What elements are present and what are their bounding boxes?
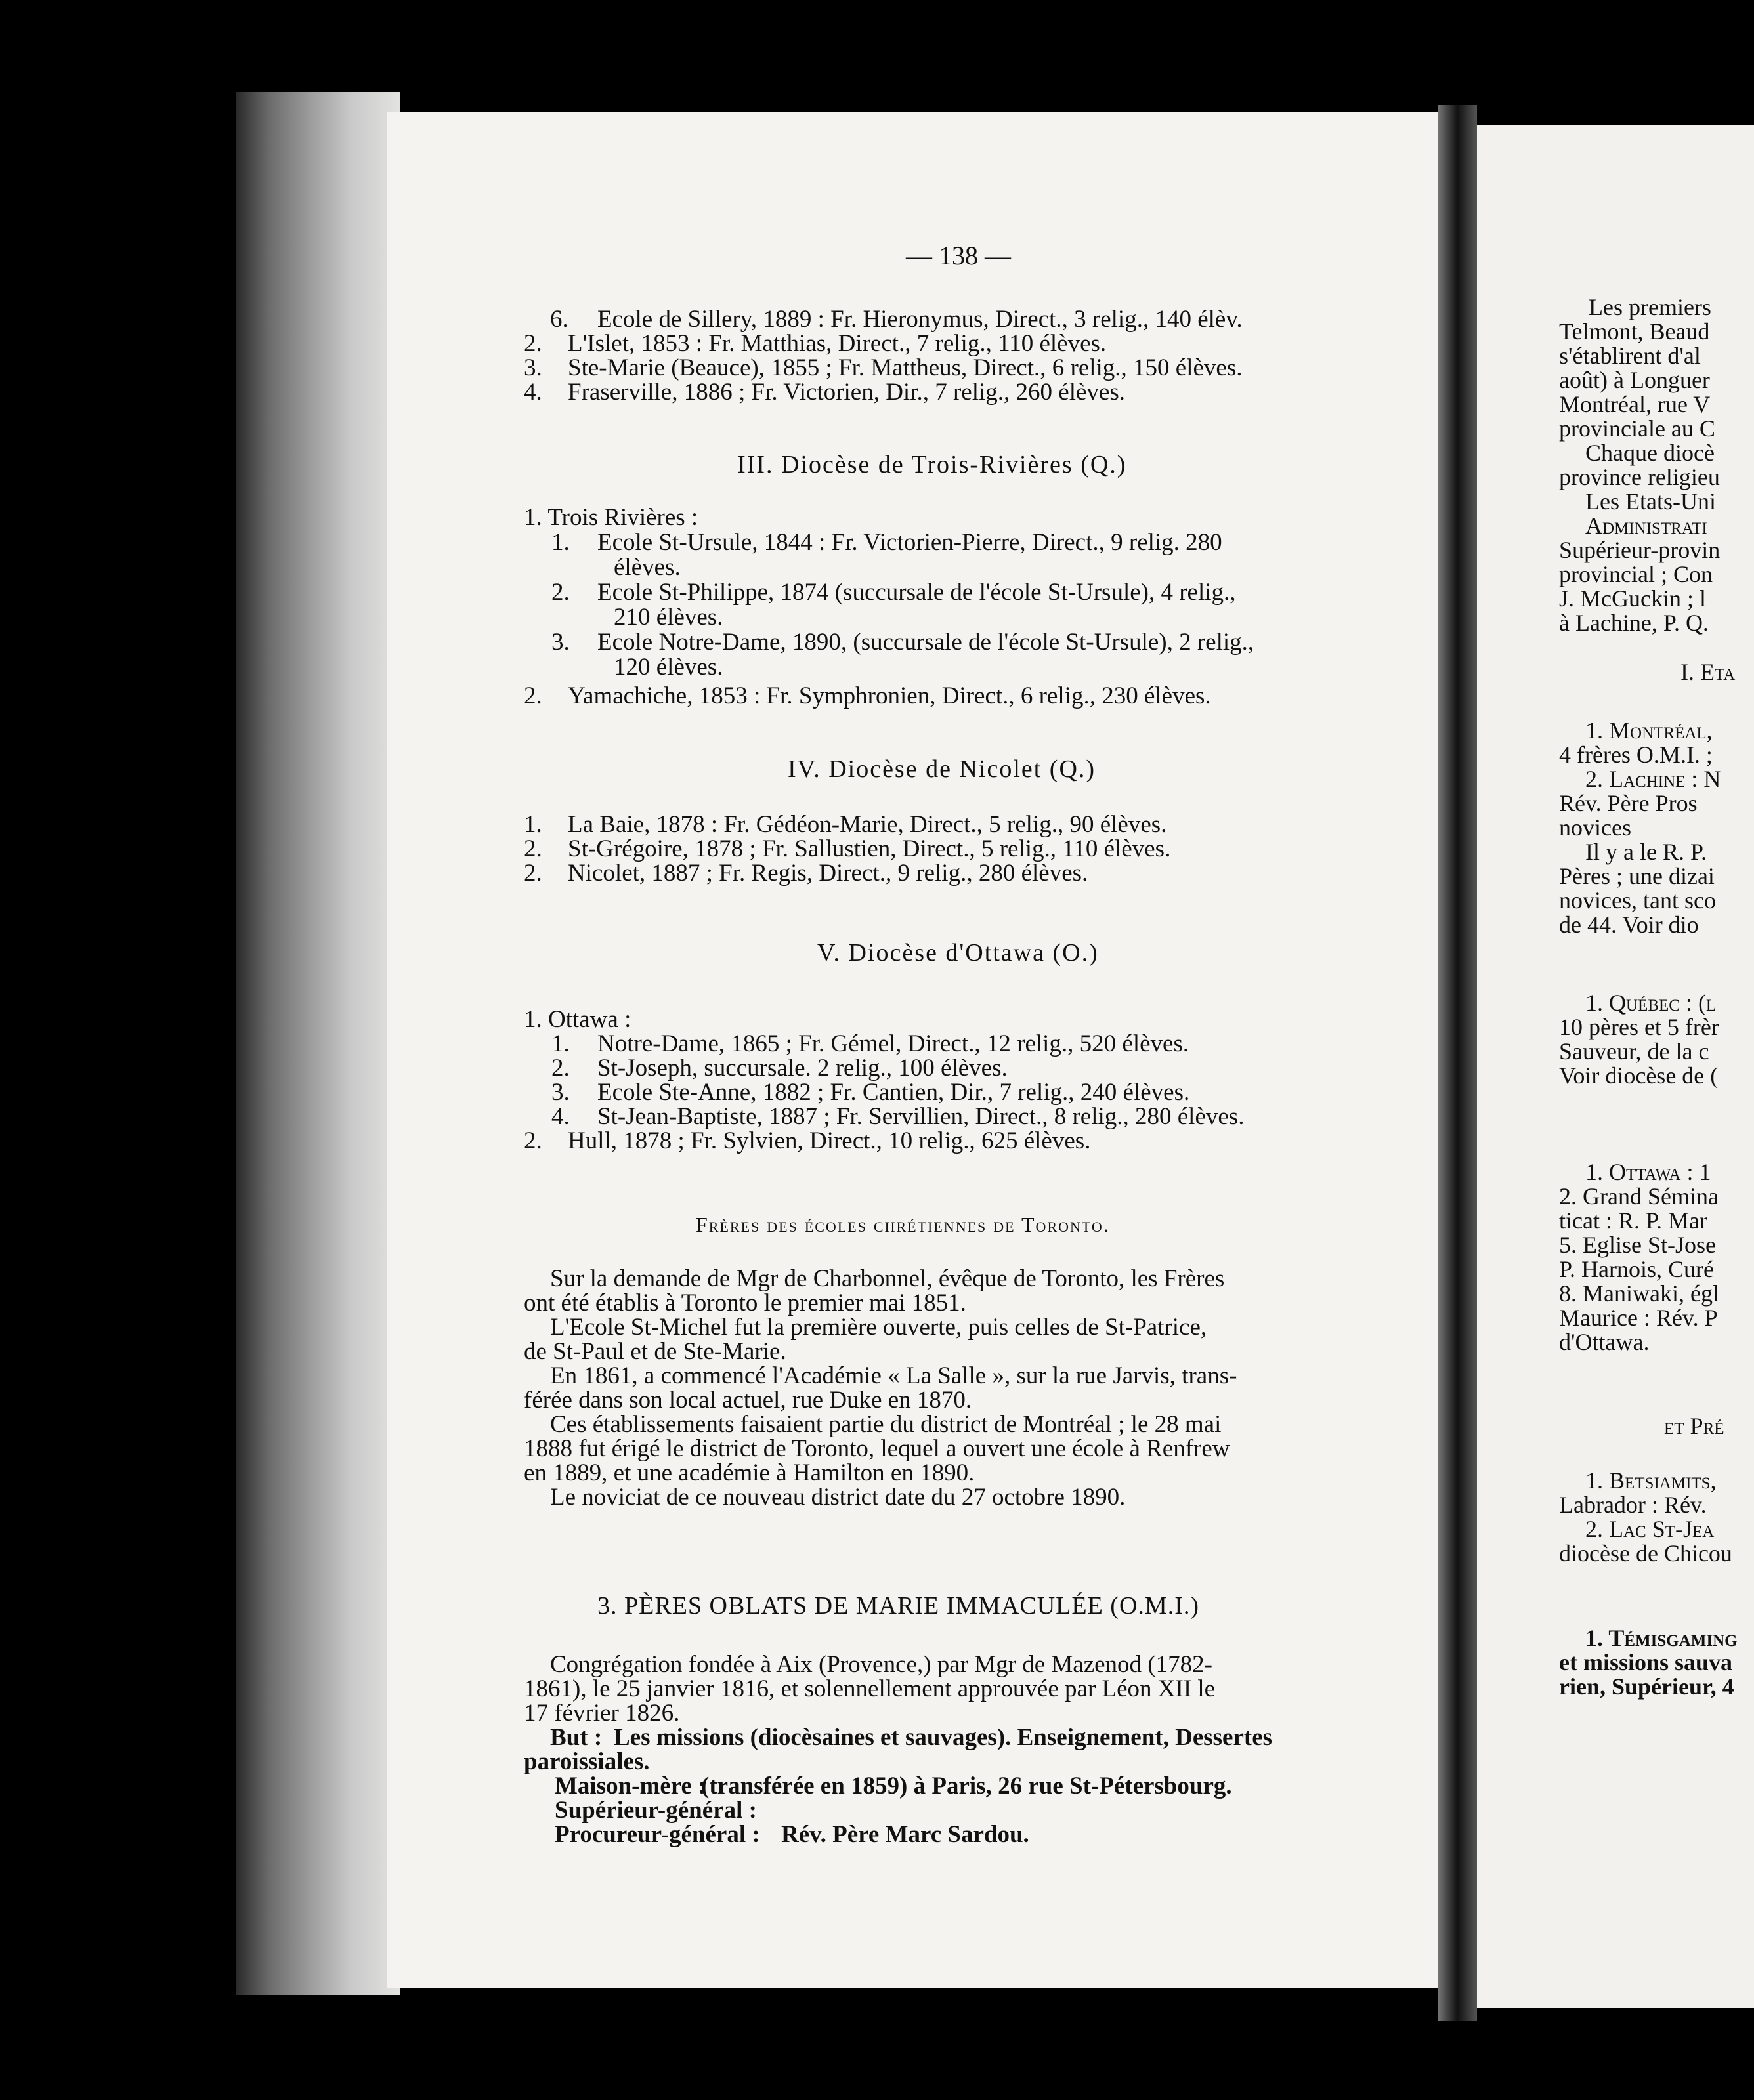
list-item: Hull, 1878 ; Fr. Sylvien, Direct., 10 relig., 625 élèves. xyxy=(568,1127,1091,1154)
list-item-number: 4. xyxy=(524,379,542,406)
right-page-line: 8. Maniwaki, égl xyxy=(1559,1280,1719,1307)
list-item-continuation: élèves. xyxy=(614,554,681,581)
list-item: Yamachiche, 1853 : Fr. Symphronien, Direct., 6 relig., 230 élèves. xyxy=(568,682,1211,709)
section-heading: IV. Diocèse de Nicolet (Q.) xyxy=(788,755,1096,783)
right-page-line: 1. Montréal, xyxy=(1585,717,1713,744)
section-heading: III. Diocèse de Trois-Rivières (Q.) xyxy=(737,451,1127,478)
right-page-line: province religieu xyxy=(1559,464,1720,490)
right-page-line: Les premiers xyxy=(1589,294,1711,320)
list-item-continuation: 210 élèves. xyxy=(614,604,723,631)
right-page-line: Les Etats-Uni xyxy=(1585,488,1716,514)
list-item-number: 6. xyxy=(550,306,568,333)
list-item-number: 2. xyxy=(551,579,570,606)
list-item-continuation: 120 élèves. xyxy=(614,654,723,681)
paragraph-line: de St-Paul et de Ste-Marie. xyxy=(524,1338,786,1365)
section-heading: 3. PÈRES OBLATS DE MARIE IMMACULÉE (O.M.I.) xyxy=(597,1592,1199,1620)
city-heading: 1. Ottawa : xyxy=(524,1006,631,1033)
list-item-number: 3. xyxy=(551,629,570,656)
paragraph-line: 1861), le 25 janvier 1816, et solennellement approuvée par Léon XII le xyxy=(524,1675,1216,1702)
list-item-number: 3. xyxy=(551,1079,570,1106)
right-page-line: d'Ottawa. xyxy=(1559,1329,1650,1355)
right-page-line: provincial ; Con xyxy=(1559,561,1713,587)
paragraph-line: 17 février 1826. xyxy=(524,1700,680,1727)
section-heading: V. Diocèse d'Ottawa (O.) xyxy=(817,939,1099,967)
right-page-line: Montréal, rue V xyxy=(1559,391,1711,417)
field-label: Maison-mère : xyxy=(555,1773,706,1799)
right-page-line: P. Harnois, Curé xyxy=(1559,1256,1714,1282)
list-item: Ste-Marie (Beauce), 1855 ; Fr. Mattheus, Direct., 6 relig., 150 élèves. xyxy=(568,354,1243,381)
list-item-number: 2. xyxy=(551,1055,570,1082)
list-item: La Baie, 1878 : Fr. Gédéon-Marie, Direct., 5 relig., 90 élèves. xyxy=(568,811,1167,838)
right-page-line: provinciale au C xyxy=(1559,415,1715,442)
right-page-line: novices xyxy=(1559,814,1631,841)
right-page-line: de 44. Voir dio xyxy=(1559,912,1699,938)
list-item: St-Joseph, succursale. 2 relig., 100 élèves. xyxy=(597,1055,1008,1082)
paragraph-line: ont été établis à Toronto le premier mai 1851. xyxy=(524,1290,966,1316)
right-page-line: Labrador : Rév. xyxy=(1559,1492,1707,1518)
list-item: Notre-Dame, 1865 ; Fr. Gémel, Direct., 12 relig., 520 élèves. xyxy=(597,1030,1189,1057)
paragraph-line: Ces établissements faisaient partie du district de Montréal ; le 28 mai xyxy=(550,1411,1222,1438)
right-page-line: 5. Eglise St-Jose xyxy=(1559,1232,1716,1258)
list-item: L'Islet, 1853 : Fr. Matthias, Direct., 7 relig., 110 élèves. xyxy=(568,330,1107,357)
right-page-heading: I. Eta xyxy=(1680,659,1736,685)
paragraph-line: En 1861, a commencé l'Académie « La Salle », sur la rue Jarvis, trans- xyxy=(550,1362,1237,1389)
paragraph-line: 1888 fut érigé le district de Toronto, lequel a ouvert une école à Renfrew xyxy=(524,1435,1230,1462)
right-page-line: Chaque diocè xyxy=(1585,440,1715,466)
list-item-number: 4. xyxy=(551,1103,570,1130)
section-heading: Frères des écoles chrétiennes de Toronto. xyxy=(696,1213,1110,1236)
right-page-line: 2. Lac St-Jea xyxy=(1585,1516,1715,1542)
right-page-line: Pères ; une dizai xyxy=(1559,863,1715,889)
list-item-number: 1. xyxy=(551,529,570,556)
paragraph-line: férée dans son local actuel, rue Duke en 1870. xyxy=(524,1387,972,1414)
right-page-line: Il y a le R. P. xyxy=(1585,839,1707,865)
list-item-number: 3. xyxy=(524,354,542,381)
paragraph-line: Congrégation fondée à Aix (Provence,) par Mgr de Mazenod (1782- xyxy=(550,1651,1212,1678)
right-page-line: 1. Betsiamits, xyxy=(1585,1467,1717,1494)
page-stack-edge xyxy=(236,92,400,1995)
list-item: Fraserville, 1886 ; Fr. Victorien, Dir., 7 relig., 260 élèves. xyxy=(568,379,1125,406)
list-item-number: 2. xyxy=(524,835,542,862)
right-page-line: ticat : R. P. Mar xyxy=(1559,1208,1707,1234)
right-page-line: Maurice : Rév. P xyxy=(1559,1305,1718,1331)
right-page-line: Sauveur, de la c xyxy=(1559,1038,1709,1064)
list-item-number: 2. xyxy=(524,682,542,709)
right-page-line: et missions sauva xyxy=(1559,1649,1733,1675)
right-page-line: s'établirent d'al xyxy=(1559,343,1701,369)
right-page-line: 1. Québec : (l xyxy=(1585,990,1717,1016)
list-item: St-Grégoire, 1878 ; Fr. Sallustien, Direct., 5 relig., 110 élèves. xyxy=(568,835,1171,862)
right-page-line: 1. Témisgaming xyxy=(1585,1625,1738,1651)
paragraph-line: en 1889, et une académie à Hamilton en 1890. xyxy=(524,1460,975,1486)
list-item: Ecole St-Philippe, 1874 (succursale de l'école St-Ursule), 4 relig., xyxy=(597,579,1236,606)
field-value: Rév. Père Marc Sardou. xyxy=(781,1821,1029,1848)
list-item: Ecole de Sillery, 1889 : Fr. Hieronymus, Direct., 3 relig., 140 élèv. xyxy=(597,306,1243,333)
list-item-number: 2. xyxy=(524,1127,542,1154)
list-item: Ecole Notre-Dame, 1890, (succursale de l'école St-Ursule), 2 relig., xyxy=(597,629,1254,656)
list-item-number: 1. xyxy=(524,811,542,838)
field-label: Procureur-général : xyxy=(555,1821,760,1848)
page-number: — 138 — xyxy=(906,241,1011,270)
list-item-number: 1. xyxy=(551,1030,570,1057)
right-page-line: 4 frères O.M.I. ; xyxy=(1559,742,1713,768)
right-page-line: 2. Lachine : N xyxy=(1585,766,1721,792)
right-page-line: 2. Grand Sémina xyxy=(1559,1183,1719,1209)
field-label: But : xyxy=(550,1724,603,1751)
right-page-line: Supérieur-provin xyxy=(1559,537,1721,563)
list-item: Ecole Ste-Anne, 1882 ; Fr. Cantien, Dir., 7 relig., 240 élèves. xyxy=(597,1079,1190,1106)
right-page-line: diocèse de Chicou xyxy=(1559,1540,1732,1566)
right-page-line: rien, Supérieur, 4 xyxy=(1559,1673,1734,1700)
field-value: Les missions (diocèsaines et sauvages). Enseignement, Dessertes xyxy=(614,1724,1273,1751)
field-value-continuation: paroissiales. xyxy=(524,1748,650,1775)
right-page-line: 1. Ottawa : 1 xyxy=(1585,1159,1711,1185)
right-page-line: Administrati xyxy=(1585,513,1707,539)
field-value: (transférée en 1859) à Paris, 26 rue St-Pétersbourg. xyxy=(701,1773,1232,1799)
right-page-line: Telmont, Beaud xyxy=(1559,318,1710,345)
right-page-line: J. McGuckin ; l xyxy=(1559,585,1706,612)
list-item-number: 2. xyxy=(524,330,542,357)
paragraph-line: L'Ecole St-Michel fut la première ouverte, puis celles de St-Patrice, xyxy=(550,1314,1207,1341)
paragraph-line: Sur la demande de Mgr de Charbonnel, évêque de Toronto, les Frères xyxy=(550,1265,1225,1292)
right-page-line: novices, tant sco xyxy=(1559,887,1716,914)
book-gutter xyxy=(1438,105,1477,2021)
list-item-number: 2. xyxy=(524,860,542,887)
right-page-line: août) à Longuer xyxy=(1559,367,1710,393)
paragraph-line: Le noviciat de ce nouveau district date du 27 octobre 1890. xyxy=(550,1484,1126,1511)
list-item: St-Jean-Baptiste, 1887 ; Fr. Servillien, Direct., 8 relig., 280 élèves. xyxy=(597,1103,1245,1130)
list-item: Nicolet, 1887 ; Fr. Regis, Direct., 9 relig., 280 élèves. xyxy=(568,860,1088,887)
list-item: Ecole St-Ursule, 1844 : Fr. Victorien-Pierre, Direct., 9 relig. 280 xyxy=(597,529,1222,556)
right-page-line: à Lachine, P. Q. xyxy=(1559,610,1709,636)
right-page-line: Rév. Père Pros xyxy=(1559,790,1698,816)
right-page-heading: et Pré xyxy=(1664,1413,1724,1439)
city-heading: 1. Trois Rivières : xyxy=(524,504,698,531)
right-page-line: 10 pères et 5 frèr xyxy=(1559,1014,1719,1040)
right-page-line: Voir diocèse de ( xyxy=(1559,1062,1719,1089)
field-label: Supérieur-général : xyxy=(555,1797,757,1824)
